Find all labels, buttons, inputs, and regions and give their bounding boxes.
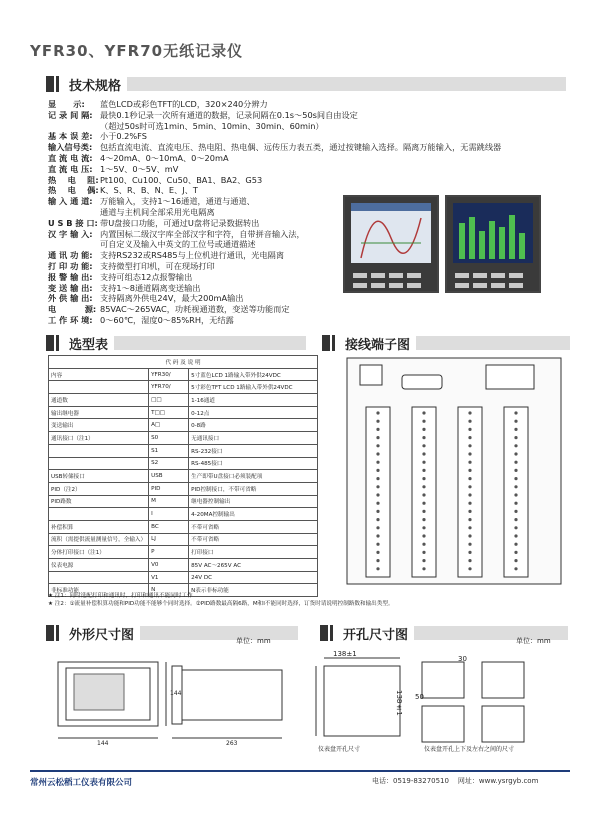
description-cell: 85V AC～265V AC (189, 559, 318, 572)
spec-row (48, 153, 558, 164)
outline-depth-label: 263 (226, 740, 238, 747)
description-cell: 4-20MA控制输出 (189, 508, 318, 521)
selection-table (48, 355, 318, 597)
table-row (49, 520, 318, 533)
selection-section-title: 选型表 (69, 337, 109, 353)
row-name-cell: 仪表电源 (49, 559, 149, 572)
row-name-cell (49, 571, 149, 584)
row-name-cell: 通道数 (49, 394, 149, 407)
spec-value: 万能输入，支持1～16通道，通道与通道、 (100, 196, 255, 207)
code-cell: BC (149, 520, 189, 533)
code-cell: S0 (149, 432, 189, 445)
spec-value: 包括直流电流、直流电压、热电阻、热电偶、远传压力表五类，通过按键输入选择。隔离万能输入，无需跳线器 (100, 142, 502, 153)
terminal-pin (422, 543, 425, 546)
row-name-cell: 补偿积算 (49, 520, 149, 533)
terminal-pin (422, 420, 425, 423)
spec-value: 0～60℃，湿度0～85%RH，无结露 (100, 314, 234, 325)
terminal-pin (422, 444, 425, 447)
terminal-pin (422, 411, 425, 414)
description-cell: 0-12点 (189, 406, 318, 419)
terminal-pin (468, 534, 471, 537)
code-cell: P (149, 546, 189, 559)
spec-value: 最快0.1秒记录一次所有通道的数据，记录间隔在0.1s～50s间自由设定 (100, 109, 358, 120)
selection-table-header: 代 码 及 说 明 (49, 356, 318, 369)
row-name-cell: USB转储接口 (49, 470, 149, 483)
terminal-pin (422, 510, 425, 513)
spec-row (48, 293, 558, 304)
spec-value: 通道与主机间全部采用光电隔离 (100, 206, 215, 217)
cutout-gap-v-label: 50 (415, 693, 424, 701)
terminal-pin (376, 493, 379, 496)
terminal-pin (468, 485, 471, 488)
cutout-width-label: 138±1 (333, 650, 357, 658)
spec-value: 85VAC～265VAC，功耗视通道数，变送等功能而定 (100, 304, 290, 315)
cutout-unit: 单位：mm (516, 637, 551, 645)
bar-graph-display (453, 203, 533, 263)
terminal-pin (422, 485, 425, 488)
row-name-cell: 流积（需提供流量测量信号，全输入） (49, 533, 149, 546)
spec-label: 输入信号类: (48, 142, 93, 153)
outline-drawing (48, 650, 308, 760)
terminal-pin (422, 551, 425, 554)
terminal-pin (376, 518, 379, 521)
cutout-height-label: 138±1 (395, 690, 403, 716)
spec-label: 基 本 误 差: (48, 131, 93, 142)
terminal-pin (468, 444, 471, 447)
spec-label: 直 流 电 流: (48, 152, 93, 163)
terminal-pin (422, 534, 425, 537)
row-name-cell: 变送输出 (49, 419, 149, 432)
terminal-pin (514, 444, 517, 447)
code-cell: A□ (149, 419, 189, 432)
code-cell: S1 (149, 444, 189, 457)
terminal-pin (514, 469, 517, 472)
table-row (49, 571, 318, 584)
spec-value: 支持可组态12点报警输出 (100, 271, 193, 282)
code-cell: USB (149, 470, 189, 483)
spec-label: 热 电 偶: (48, 185, 99, 196)
terminal-pin (514, 510, 517, 513)
spec-value: （超过50s时可选1min、5min、10min、30min、60min） (100, 120, 324, 131)
terminal-pin (514, 518, 517, 521)
spec-label: 通 讯 功 能: (48, 250, 93, 261)
outline-unit: 单位：mm (236, 637, 271, 645)
terminal-pin (376, 551, 379, 554)
footer-contact (372, 776, 538, 786)
code-cell: YFR30/ (149, 368, 189, 381)
spec-label: 直 流 电 压: (48, 163, 93, 174)
footer-divider (30, 770, 570, 772)
terminal-pin (376, 436, 379, 439)
spec-row (48, 164, 558, 175)
description-cell: 1-16通道 (189, 394, 318, 407)
terminal-pin (468, 411, 471, 414)
outline-height-label: 144 (170, 690, 182, 697)
terminal-pin (468, 567, 471, 570)
code-cell: □□ (149, 394, 189, 407)
description-cell: N表示非标功能 (189, 584, 318, 597)
description-cell: 继电器控制输出 (189, 495, 318, 508)
terminal-pin (422, 493, 425, 496)
table-row (49, 444, 318, 457)
terminal-pin (514, 436, 517, 439)
row-name-cell: PID路数 (49, 495, 149, 508)
description-cell: 5寸蓝色LCD 1路输入带外供24VDC (189, 368, 318, 381)
row-name-cell: 非标准功能 (49, 584, 149, 597)
table-row (49, 546, 318, 559)
yfr30-device-image (343, 195, 439, 293)
terminal-pin (468, 461, 471, 464)
terminal-pin (468, 518, 471, 521)
specs-section-header (46, 74, 566, 94)
terminal-pin (376, 510, 379, 513)
spec-value: 支持RS232或RS485与上位机进行通讯，光电隔离 (100, 250, 285, 261)
code-cell: N (149, 584, 189, 597)
terminal-pin (422, 477, 425, 480)
code-cell: I (149, 508, 189, 521)
terminal-pin (422, 436, 425, 439)
spec-label (48, 121, 100, 132)
outline-section-title: 外形尺寸图 (69, 627, 135, 643)
footer-web: 网址：www.ysrgyb.com (457, 777, 539, 785)
row-name-cell (49, 444, 149, 457)
spec-value: 带U盘接口功能，可通过U盘将记录数据转出 (100, 217, 260, 228)
spec-label: U S B 接 口: (48, 217, 98, 228)
row-name-cell (49, 457, 149, 470)
wiring-section-header (322, 333, 570, 353)
terminal-pin (468, 551, 471, 554)
terminal-pin (376, 559, 379, 562)
specs-section-title: 技术规格 (69, 78, 122, 94)
terminal-pin (514, 411, 517, 414)
row-name-cell (49, 381, 149, 394)
terminal-pin (514, 502, 517, 505)
table-row (49, 508, 318, 521)
table-row (49, 381, 318, 394)
spec-value: 小于0.2%FS (100, 131, 147, 142)
description-cell: 5寸彩色TFT LCD 1路输入带外供24VDC (189, 381, 318, 394)
terminal-pin (514, 452, 517, 455)
cutout-section-title: 开孔尺寸图 (343, 627, 409, 643)
spec-row (48, 121, 558, 132)
spec-value: 支持1～8通道隔离变送输出 (100, 282, 201, 293)
spec-label: 输 入 通 道: (48, 196, 93, 207)
note-2: ★ 注2：①流量补偿积算功能和PID功能不能够个同时选择。②PID路数最高隔6路，M和I不能同时选择，订货时请说明控制路数和输出类型。 (48, 601, 394, 607)
terminal-pin (514, 493, 517, 496)
terminal-pin (514, 477, 517, 480)
description-cell: RS-485接口 (189, 457, 318, 470)
page-title: YFR30、YFR70无纸记录仪 (30, 42, 244, 60)
spec-label: 电 源: (48, 304, 97, 315)
description-cell: 24V DC (189, 571, 318, 584)
cutout-gap-h-label: 30 (458, 655, 467, 663)
code-cell: PID (149, 482, 189, 495)
terminal-pin (468, 452, 471, 455)
terminal-pin (376, 461, 379, 464)
spec-value: 内置国标二级汉字库全部汉字和字符，自带拼音输入法， (100, 228, 305, 239)
table-row (49, 406, 318, 419)
terminal-pin (514, 461, 517, 464)
description-cell: 生产即带U盘接口必须装配项 (189, 470, 318, 483)
table-row (49, 470, 318, 483)
footer-phone: 电话：0519-83270510 (372, 777, 449, 785)
outline-width-label: 144 (97, 740, 109, 747)
terminal-pin (422, 452, 425, 455)
code-cell: M (149, 495, 189, 508)
row-name-cell: 通讯接口（注1） (49, 432, 149, 445)
terminal-pin (514, 420, 517, 423)
terminal-pin (514, 526, 517, 529)
terminal-pin (422, 428, 425, 431)
note-1: ★ 注1：同时选配打印和通讯时，打印和通讯不能同时工作 (48, 593, 193, 599)
spec-row (48, 99, 558, 110)
spec-value: K、S、R、B、N、E、J、T (100, 185, 198, 196)
description-cell: 0-8路 (189, 419, 318, 432)
terminal-pin (468, 477, 471, 480)
terminal-pin (468, 543, 471, 546)
terminal-pin (376, 452, 379, 455)
terminal-pin (376, 411, 379, 414)
terminal-pin (422, 469, 425, 472)
terminal-pin (422, 526, 425, 529)
spec-value: 1～5V、0～5V、mV (100, 163, 179, 174)
cutout-caption-right: 仪表盘开孔上下及左右之间的尺寸 (424, 746, 515, 753)
terminal-pin (422, 461, 425, 464)
code-cell: V1 (149, 571, 189, 584)
terminal-pin (376, 567, 379, 570)
terminal-pin (514, 485, 517, 488)
row-name-cell (49, 508, 149, 521)
terminal-pin (468, 420, 471, 423)
terminal-pin (376, 534, 379, 537)
table-row (49, 495, 318, 508)
row-name-cell: PID（注2） (49, 482, 149, 495)
code-cell: T□□ (149, 406, 189, 419)
spec-row (48, 110, 558, 121)
description-cell: RS-232接口 (189, 444, 318, 457)
terminal-pin (514, 567, 517, 570)
code-cell: LJ (149, 533, 189, 546)
table-row (49, 559, 318, 572)
spec-label: 记 录 间 隔: (48, 109, 93, 120)
terminal-pin (514, 534, 517, 537)
spec-row (48, 131, 558, 142)
terminal-pin (376, 428, 379, 431)
table-row (49, 419, 318, 432)
row-name-cell: 分体打印接口（注1） (49, 546, 149, 559)
spec-label: 外 供 输 出: (48, 293, 93, 304)
terminal-pin (376, 477, 379, 480)
terminal-pin (468, 526, 471, 529)
terminal-pin (422, 518, 425, 521)
code-cell: V0 (149, 559, 189, 572)
spec-row (48, 304, 558, 315)
terminal-pin (376, 543, 379, 546)
terminal-pin (468, 502, 471, 505)
terminal-pin (376, 526, 379, 529)
table-row (49, 394, 318, 407)
terminal-pin (468, 493, 471, 496)
spec-label: 打 印 功 能: (48, 260, 93, 271)
spec-label (48, 207, 100, 218)
spec-row (48, 175, 558, 186)
spec-label: 热 电 阻: (48, 174, 99, 185)
terminal-pin (376, 469, 379, 472)
spec-label: 变 送 输 出: (48, 282, 93, 293)
terminal-pin (468, 428, 471, 431)
description-cell: 不带可省略 (189, 533, 318, 546)
selection-notes (48, 592, 394, 608)
terminal-pin (422, 567, 425, 570)
cutout-caption-left: 仪表盘开孔尺寸 (318, 746, 361, 753)
description-cell: 不带可省略 (189, 520, 318, 533)
terminal-pin (468, 436, 471, 439)
spec-value: 蓝色LCD或彩色TFT的LCD，320×240分辨力 (100, 99, 268, 109)
terminal-pin (376, 485, 379, 488)
table-row (49, 533, 318, 546)
description-cell: PID控制接口，不带可省略 (189, 482, 318, 495)
terminal-pin (376, 420, 379, 423)
spec-label (48, 239, 100, 250)
terminal-pin (376, 444, 379, 447)
terminal-pin (422, 559, 425, 562)
spec-value: 4～20mA、0～10mA、0～20mA (100, 152, 229, 163)
spec-value: 可自定义及输入中英文的工位号或通道描述 (100, 239, 256, 250)
table-row (49, 368, 318, 381)
spec-label: 报 警 输 出: (48, 271, 93, 282)
spec-label: 工 作 环 境: (48, 314, 93, 325)
table-row (49, 432, 318, 445)
spec-value: 支持隔离外供电24V，最大200mA输出 (100, 293, 244, 304)
cutout-drawing (306, 648, 568, 758)
code-cell: YFR70/ (149, 381, 189, 394)
description-cell: 打印接口 (189, 546, 318, 559)
terminal-pin (468, 510, 471, 513)
terminal-pin (422, 502, 425, 505)
wiring-terminal-diagram (346, 357, 562, 585)
terminal-pin (376, 502, 379, 505)
row-name-cell: 输出继电器 (49, 406, 149, 419)
terminal-pin (468, 469, 471, 472)
yfr70-device-image (445, 195, 541, 293)
footer-company: 常州云松稻工仪表有限公司 (30, 778, 133, 788)
terminal-pin (514, 543, 517, 546)
spec-value: Pt100、Cu100、Cu50、BA1、BA2、G53 (100, 174, 263, 185)
terminal-pin (514, 551, 517, 554)
code-cell: S2 (149, 457, 189, 470)
spec-label: 汉 字 输 入: (48, 228, 93, 239)
spec-row (48, 315, 558, 326)
selection-section-header (46, 333, 306, 353)
table-row (49, 457, 318, 470)
spec-label: 显 示: (48, 99, 85, 109)
description-cell: 无通讯接口 (189, 432, 318, 445)
spec-value: 支持微型打印机，可在现场打印 (100, 260, 215, 271)
terminal-pin (514, 559, 517, 562)
row-name-cell: 内容 (49, 368, 149, 381)
terminal-pin (468, 559, 471, 562)
terminal-pin (514, 428, 517, 431)
trend-curve-display (351, 203, 431, 263)
wiring-section-title: 接线端子图 (345, 337, 411, 353)
spec-row (48, 142, 558, 153)
table-row (49, 482, 318, 495)
